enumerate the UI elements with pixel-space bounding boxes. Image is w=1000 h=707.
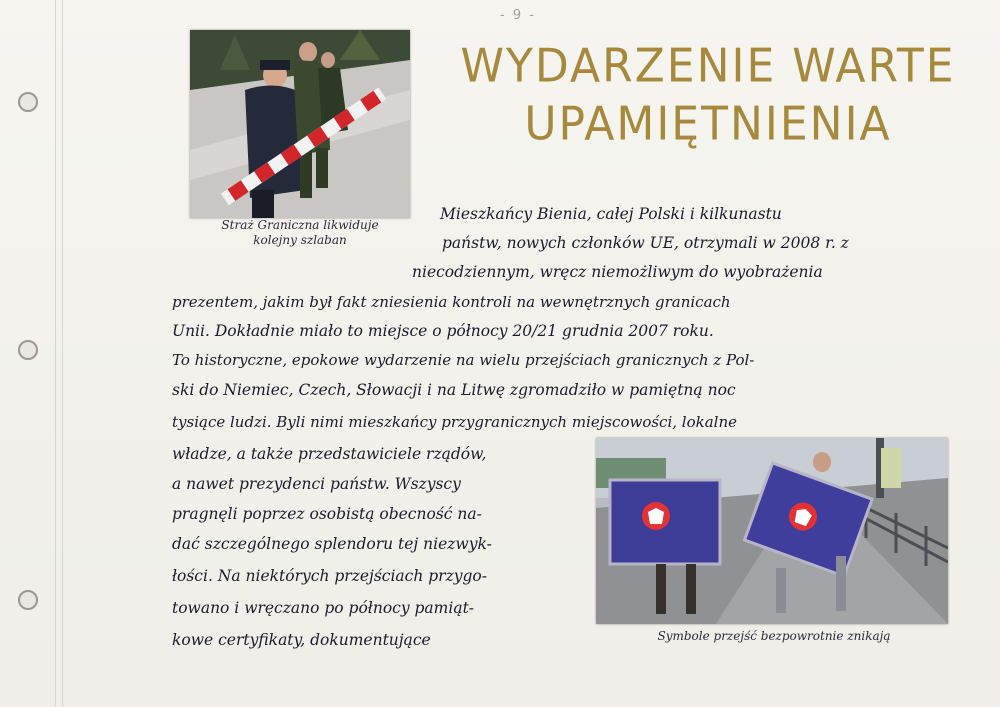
border-signs-photo (596, 438, 948, 624)
body-line: Unii. Dokładnie miało to miejsce o północy 20/21 grudnia 2007 roku. (172, 322, 714, 340)
body-line: a nawet prezydenci państw. Wszyscy (172, 475, 461, 493)
margin-line (55, 0, 56, 707)
bottom-photo-caption: Symbole przejść bezpowrotnie znikają (657, 629, 891, 643)
body-line: łości. Na niektórych przejściach przygo- (172, 567, 488, 585)
margin-line (62, 0, 63, 707)
body-line: kowe certyfikaty, dokumentujące (172, 631, 431, 649)
top-photo-caption (170, 218, 430, 248)
body-line: towano i wręczano po północy pamiąt- (172, 599, 475, 617)
title-line-1: WYDARZENIE WARTE (460, 39, 956, 94)
body-line: To historyczne, epokowe wydarzenie na wielu przejściach granicznych z Pol- (172, 351, 755, 369)
body-line: pragnęli poprzez osobistą obecność na- (172, 505, 482, 523)
body-line: władze, a także przedstawiciele rządów, (172, 445, 487, 463)
page-title (448, 38, 968, 154)
body-line: niecodziennym, wręcz niemożliwym do wyobrażenia (412, 263, 823, 281)
caption-line: kolejny szlaban (253, 233, 347, 247)
body-line: ski do Niemiec, Czech, Słowacji i na Litwę zgromadziło w pamiętną noc (172, 381, 736, 399)
page-number: - 9 - (500, 8, 536, 23)
binder-hole (18, 590, 38, 610)
binder-hole (18, 92, 38, 112)
title-line-2: UPAMIĘTNIENIA (524, 97, 892, 152)
body-line: dać szczególnego splendoru tej niezwyk- (172, 535, 492, 553)
body-line: prezentem, jakim był fakt zniesienia kontroli na wewnętrznych granicach (172, 293, 731, 311)
body-line: państw, nowych członków UE, otrzymali w 2008 r. z (442, 234, 849, 252)
binder-hole (18, 340, 38, 360)
body-line: tysiące ludzi. Byli nimi mieszkańcy przygranicznych miejscowości, lokalne (172, 413, 737, 431)
body-line: Mieszkańcy Bienia, całej Polski i kilkunastu (440, 205, 782, 223)
border-guards-photo (190, 30, 410, 218)
caption-line: Straż Graniczna likwiduje (221, 218, 379, 232)
